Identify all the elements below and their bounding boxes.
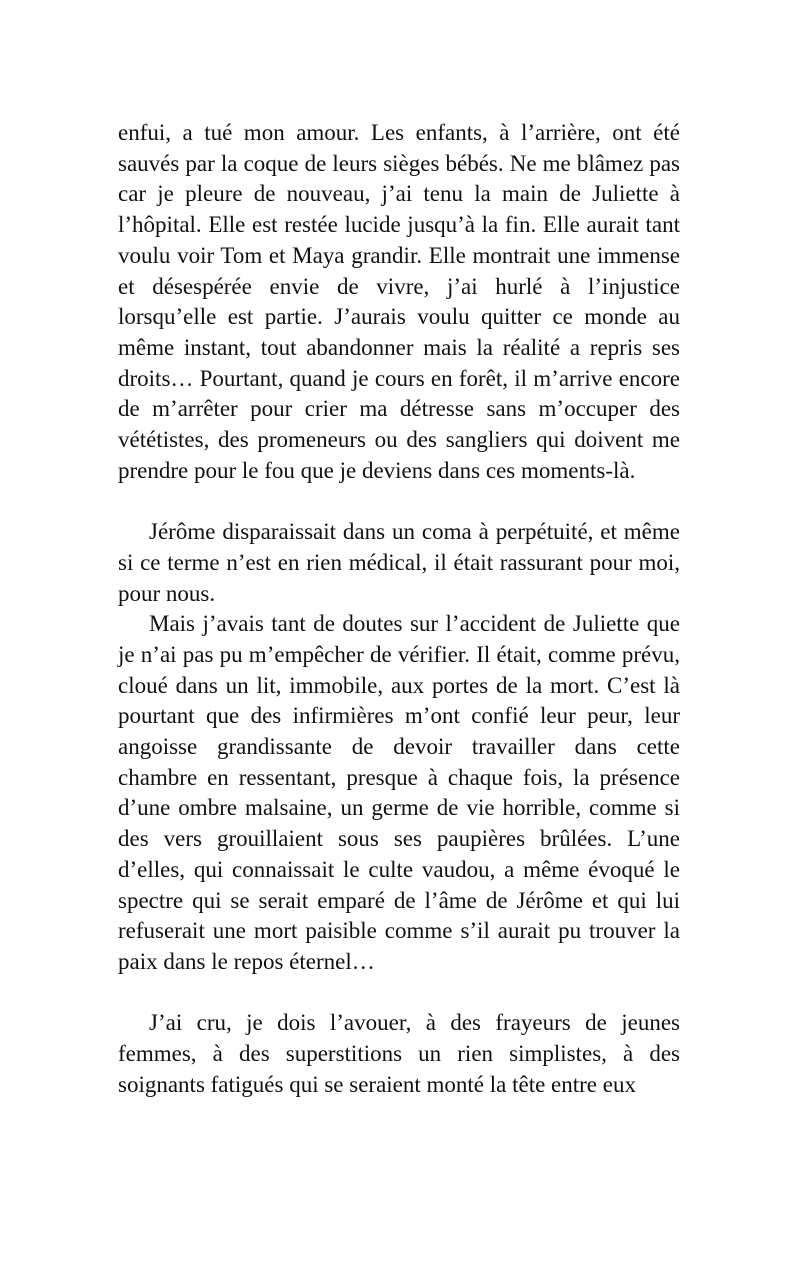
paragraph-1: enfui, a tué mon amour. Les enfants, à l’arrière, ont été sauvés par la coque de leurs sièges bébés. Ne me blâmez pas car je pleure de nouveau, j’ai tenu la main de Juliette à l’hôpital. Elle est restée lucide jusqu’à la fin. Elle aurait tant voulu voir Tom et Maya grandir. Elle montrait une immense et désespérée envie de vivre, j’ai hurlé à l’injustice lorsqu’elle est partie. J’aurais voulu quitter ce monde au même instant, tout abandonner mais la réalité a repris ses droits… Pourtant, quand je cours en forêt, il m’arrive encore de m’arrêter pour crier ma détresse sans m’occuper des vététistes, des promeneurs ou des sangliers qui doivent me prendre pour le fou que je deviens dans ces moments-là.	[118, 120, 680, 483]
paragraph-2: Jérôme disparaissait dans un coma à perpétuité, et même si ce terme n’est en rien médical, il était rassurant pour moi, pour nous.	[118, 519, 680, 606]
body-text	[118, 118, 680, 1100]
paragraph-3: Mais j’avais tant de doutes sur l’accident de Juliette que je n’ai pas pu m’empêcher de vérifier. Il était, comme prévu, cloué dans un lit, immobile, aux portes de la mort. C’est là pourtant que des infirmières m’ont confié leur peur, leur angoisse grandissante de devoir travailler dans cette chambre en ressentant, presque à chaque fois, la présence d’une ombre malsaine, un germe de vie horrible, comme si des vers grouillaient sous ses paupières brûlées. L’une d’elles, qui connaissait le culte vaudou, a même évoqué le spectre qui se serait emparé de l’âme de Jérôme et qui lui refuserait une mort paisible comme s’il aurait pu trouver la paix dans le repos éternel…	[118, 611, 680, 974]
paragraph-4: J’ai cru, je dois l’avouer, à des frayeurs de jeunes femmes, à des superstitions un rien simplistes, à des soignants fatigués qui se seraient monté la tête entre eux	[118, 1010, 680, 1097]
